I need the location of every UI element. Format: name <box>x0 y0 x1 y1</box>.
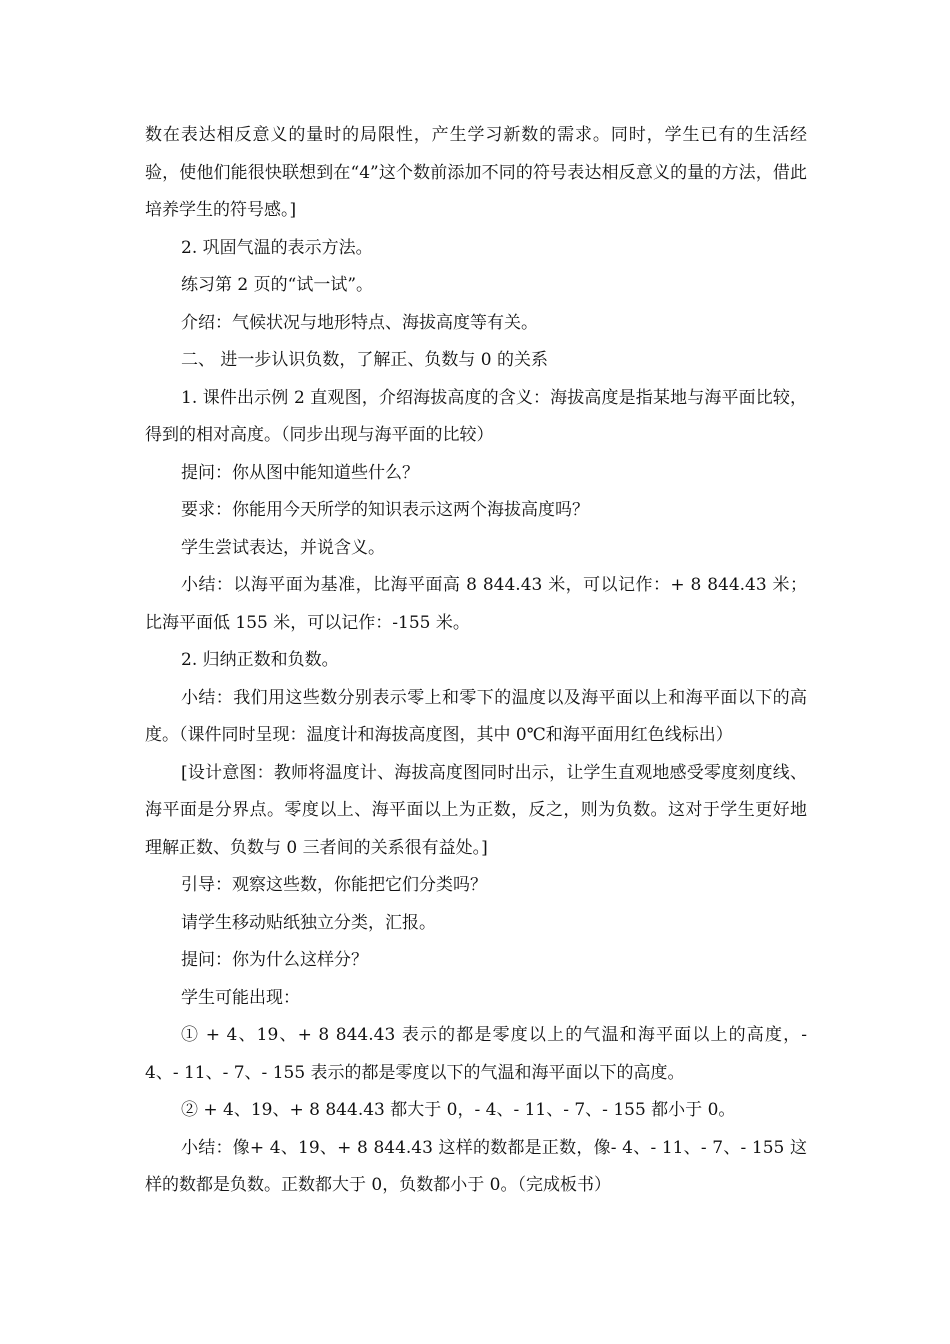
paragraph-11: 2. 归纳正数和负数。 <box>181 650 339 670</box>
paragraph-2: 2. 巩固气温的表示方法。 <box>181 237 373 258</box>
paragraph-19: ② + 4、19、+ 8 844.43 都大于 0，- 4、- 11、- 7、- 155 都小于 0。 <box>181 1100 736 1120</box>
paragraph-15: 请学生移动贴纸独立分类，汇报。 <box>181 912 436 933</box>
paragraph-3: 练习第 2 页的“试一试”。 <box>181 275 374 295</box>
paragraph-10: 小结：以海平面为基准，比海平面高 8 844.43 米，可以记作：+ 8 844.43 米；比海平面低 155 米，可以记作：-155 米。 <box>145 575 807 633</box>
paragraph-7: 提问：你从图中能知道些什么？ <box>181 462 419 483</box>
paragraph-8: 要求：你能用今天所学的知识表示这两个海拔高度吗？ <box>181 500 589 520</box>
paragraph-16: 提问：你为什么这样分？ <box>181 950 368 970</box>
paragraph-14: 引导：观察这些数，你能把它们分类吗？ <box>181 875 487 895</box>
paragraph-20: 小结：像+ 4、19、+ 8 844.43 这样的数都是正数，像- 4、- 11、- 7、- 155 这样的数都是负数。正数都大于 0，负数都小于 0。（完成板书） <box>145 1137 807 1195</box>
paragraph-9: 学生尝试表达，并说含义。 <box>181 537 385 558</box>
paragraph-17: 学生可能出现： <box>181 987 300 1008</box>
paragraph-1: 数在表达相反意义的量时的局限性，产生学习新数的需求。同时，学生已有的生活经验，使他们能很快联想到在“4”这个数前添加不同的符号表达相反意义的量的方法，借此培养学生的符号感。] <box>145 125 807 220</box>
paragraph-13: [设计意图：教师将温度计、海拔高度图同时出示，让学生直观地感受零度刻度线、海平面是分界点。零度以上、海平面以上为正数，反之，则为负数。这对于学生更好地理解正数、负数与 0 三者间的关系很有益处。] <box>145 762 807 858</box>
paragraph-12: 小结：我们用这些数分别表示零上和零下的温度以及海平面以上和海平面以下的高度。（课件同时呈现：温度计和海拔高度图，其中 0℃和海平面用红色线标出） <box>145 687 807 745</box>
paragraph-18: ① + 4、19、+ 8 844.43 表示的都是零度以上的气温和海平面以上的高度，- 4、- 11、- 7、- 155 表示的都是零度以下的气温和海平面以下的高度。 <box>145 1025 807 1083</box>
document-body <box>145 117 807 1205</box>
paragraph-5: 二、 进一步认识负数，了解正、负数与 0 的关系 <box>181 350 549 370</box>
paragraph-4: 介绍：气候状况与地形特点、海拔高度等有关。 <box>181 312 538 333</box>
paragraph-6: 1. 课件出示例 2 直观图，介绍海拔高度的含义：海拔高度是指某地与海平面比较，得到的相对高度。（同步出现与海平面的比较） <box>145 387 807 445</box>
